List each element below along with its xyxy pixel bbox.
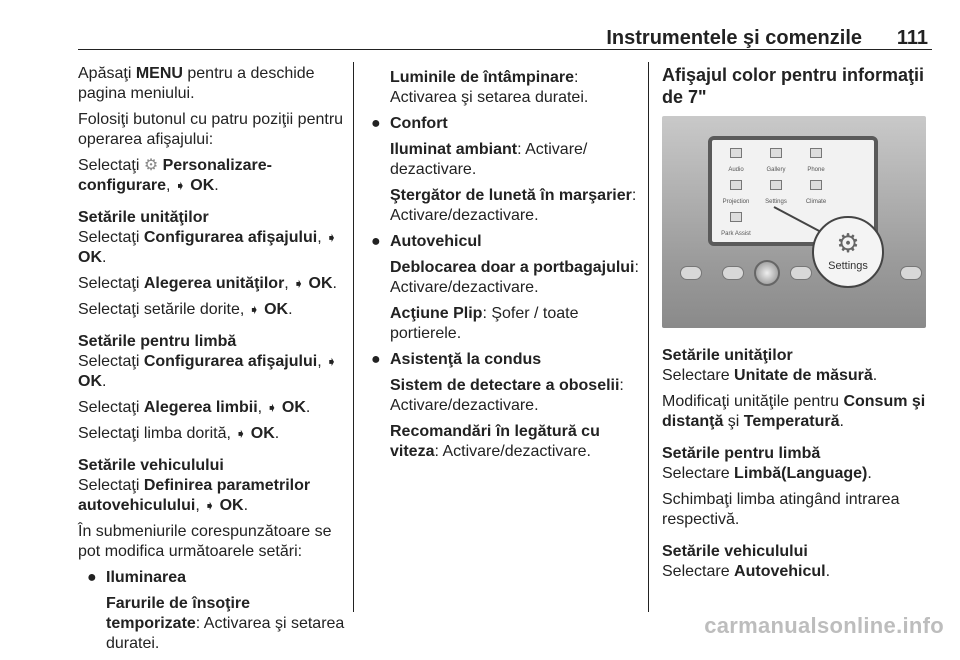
console-button bbox=[790, 266, 812, 280]
arrow-icon: ➧ bbox=[293, 276, 305, 291]
list-item: ● Confort bbox=[371, 115, 448, 132]
section-title: Setările vehiculului bbox=[662, 543, 808, 560]
arrow-icon: ➧ bbox=[326, 230, 337, 245]
bullet-icon: ● bbox=[371, 233, 381, 250]
chapter-title: Instrumentele şi comenzile bbox=[606, 27, 862, 49]
settings-callout: ⚙ Settings bbox=[812, 216, 884, 288]
list-subitem: Acţiune Plip: Şofer / toate portierele. bbox=[390, 305, 579, 342]
section-title: Setările pentru limbă bbox=[662, 445, 821, 462]
section-units: Setările unităţilor Selectaţi Configurarea afişajului, ➧ OK. Selectaţi Alegerea unităţilor, ➧ OK. Selectaţi setările dorite, ➧ OK. bbox=[78, 209, 337, 318]
watermark: carmanualsonline.info bbox=[704, 613, 944, 638]
bullet-icon: ● bbox=[371, 115, 381, 132]
column-divider bbox=[648, 62, 649, 612]
console-button bbox=[900, 266, 922, 280]
paragraph: Selectaţi ⚙ Personalizare-configurare, ➧ OK. bbox=[78, 157, 272, 194]
list-subitem: Farurile de însoţire temporizate: Activarea şi setarea duratei. bbox=[106, 595, 345, 652]
settings-icon: ⚙ bbox=[143, 157, 159, 174]
list-item: ● Autovehicul bbox=[371, 233, 482, 250]
column-middle bbox=[362, 68, 644, 468]
section-title: Setările vehiculului bbox=[78, 457, 224, 474]
list-subitem: Recomandări în legătură cu viteza: Activare/dezactivare. bbox=[390, 423, 600, 460]
section-language: Setările pentru limbă Selectaţi Configurarea afişajului, ➧ OK. Selectaţi Alegerea limbii, ➧ OK. Selectaţi limba dorită, ➧ OK. bbox=[78, 333, 337, 442]
projection-tile: Projection bbox=[716, 180, 756, 212]
page-header bbox=[78, 20, 932, 50]
park-assist-tile: Park Assist bbox=[716, 212, 756, 244]
list-item: ● Iluminarea bbox=[87, 569, 187, 586]
list-subitem: Ştergător de lunetă în marşarier: Activare/dezactivare. bbox=[390, 187, 637, 224]
console-button bbox=[722, 266, 744, 280]
section-title: Setările pentru limbă bbox=[78, 333, 237, 350]
console-button bbox=[680, 266, 702, 280]
section-title: Setările unităţilor bbox=[78, 209, 209, 226]
list-subitem: Iluminat ambiant: Activare/ dezactivare. bbox=[390, 141, 588, 178]
arrow-icon: ➧ bbox=[326, 354, 337, 369]
column-divider bbox=[353, 62, 354, 612]
section-vehicle: Setările vehiculului Selectare Autovehicul. bbox=[662, 543, 831, 580]
list-subitem: Luminile de întâmpinare: Activarea şi setarea duratei. bbox=[390, 69, 589, 106]
bullet-icon: ● bbox=[87, 569, 97, 586]
section-language: Setările pentru limbă Selectare Limbă(Language). Schimbaţi limba atingând intrarea respectivă. bbox=[662, 445, 900, 528]
section-heading: Afişajul color pentru informaţii de 7" bbox=[662, 65, 925, 107]
arrow-icon: ➧ bbox=[174, 178, 186, 193]
phone-tile: Phone bbox=[796, 148, 836, 180]
arrow-icon: ➧ bbox=[266, 400, 278, 415]
settings-gear-icon: ⚙ bbox=[836, 228, 860, 258]
list-item: ● Asistenţă la condus bbox=[371, 351, 542, 368]
settings-tile: Settings bbox=[756, 180, 796, 212]
arrow-icon: ➧ bbox=[248, 302, 260, 317]
paragraph: Folosiţi butonul cu patru poziţii pentru operarea afişajului: bbox=[78, 111, 344, 148]
display-photo bbox=[662, 116, 926, 328]
section-vehicle: Setările vehiculului Selectaţi Definirea parametrilor autovehiculului, ➧ OK. În submeniurile corespunzătoare se pot modifica următoarele setări: ● Iluminarea Farurile de însoţire temporizate: Activarea şi setarea duratei. bbox=[78, 457, 345, 652]
bullet-icon: ● bbox=[371, 351, 381, 368]
arrow-icon: ➧ bbox=[204, 498, 216, 513]
paragraph: Apăsaţi MENU pentru a deschide pagina meniului. bbox=[78, 65, 315, 102]
climate-tile: Climate bbox=[796, 180, 836, 212]
section-title: Setările unităţilor bbox=[662, 347, 793, 364]
column-left bbox=[78, 64, 346, 660]
audio-tile: Audio bbox=[716, 148, 756, 180]
gallery-tile: Gallery bbox=[756, 148, 796, 180]
list-subitem: Deblocarea doar a portbagajului: Activare/dezactivare. bbox=[390, 259, 639, 296]
volume-knob bbox=[754, 260, 780, 286]
list-subitem: Sistem de detectare a oboselii: Activare/dezactivare. bbox=[390, 377, 624, 414]
column-right bbox=[662, 64, 930, 588]
section-units: Setările unităţilor Selectare Unitate de măsură. Modificaţi unităţile pentru Consum şi distanţă şi Temperatură. bbox=[662, 347, 926, 430]
page-number: 111 bbox=[896, 27, 928, 49]
arrow-icon: ➧ bbox=[235, 426, 247, 441]
